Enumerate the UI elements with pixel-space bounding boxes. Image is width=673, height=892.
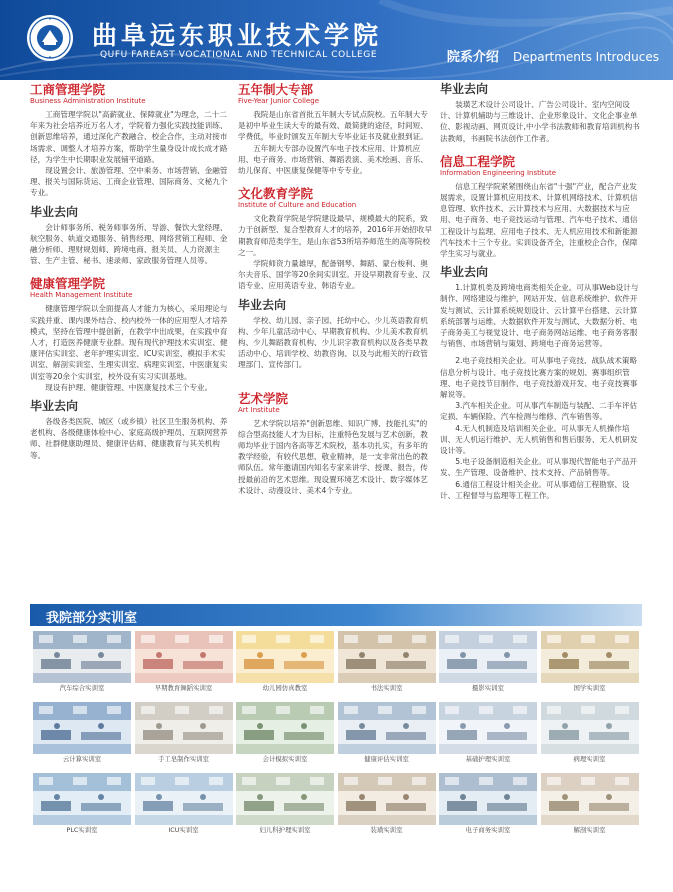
lab-caption: 电子商务实训室 — [465, 826, 511, 834]
column-middle — [238, 82, 434, 496]
lab-caption: 手工皂制作实训室 — [157, 755, 210, 763]
lab-tile — [439, 702, 537, 766]
art-jobs-heading: 毕业去向 — [440, 82, 489, 96]
business-jobs-heading: 毕业去向 — [30, 204, 79, 219]
art-para-1: 艺术学院以培养"创新思维、知识广博、技能扎实"的综合型高技能人才为目标，注重特色发展与艺术创新，教师均毕业于国内各高等艺术院校，基本功扎实，有多年的教学经验，有较代思想、敬业精神，是一支非常出色的教师队伍。常年邀请国内知名专家来讲学、授课、报告，传授最前沿的艺术思维。现设置环境艺术设计、数字媒体艺术设计、动漫设计、美术4个专业。 — [238, 418, 428, 495]
page-bottom-margin — [0, 862, 673, 892]
health-title: 健康管理学院 — [30, 276, 106, 292]
fiveyear-para-1: 我院是山东省首批五年制大专试点院校。五年制大专是初中毕业生读大专的最有效、最简捷的途径，时间短、学费低，毕业时颁发五年制大专毕业证书及就业报到证。 — [238, 110, 428, 142]
info-title: 信息工程学院 — [440, 153, 516, 169]
lab-caption: 健康评估实训室 — [364, 755, 409, 763]
lab-tile — [33, 702, 131, 766]
lab-photo — [338, 631, 436, 683]
culture-jobs: 学校、幼儿园、亲子园、托幼中心、少儿英语教育机构、少年儿童活动中心、早期教育机构、少儿美术教育机构、少儿舞蹈教育机构、少儿识字教育机构以及各类早教活动中心、培训学校、幼教咨询、以及与此相关的行政管理部门、宣传部门。 — [238, 315, 428, 370]
lab-caption: 装璜实训室 — [370, 826, 403, 834]
lab-tile — [439, 631, 537, 695]
info-jobs-2: 2.电子竞技相关企业。可从事电子竞技、战队战术策略信息分析与设计、电子竞技比赛方案的规划、赛事组织管理、电子竞技节目制作、电子竞技游戏开发、电子竞技赛事解说等。 — [440, 356, 638, 400]
business-jobs: 会计师事务所、税务师事务所、导游、餐饮大堂经理、航空服务、轨道交通服务、销售经理、网络营销工程师、金融分析师、理财规划师、跨境电商、报关员、人力资源主管、生产主管、秘书、速录师、家政服务管理人员等。 — [30, 222, 228, 266]
culture-jobs-heading: 毕业去向 — [238, 297, 287, 312]
lab-photo — [33, 631, 131, 683]
lab-tile — [541, 702, 639, 766]
info-jobs-6: 6.通信工程设计相关企业。可从事通信工程勘察、设计、工程督导与监理等工程工作。 — [440, 479, 630, 500]
business-subtitle: Business Administration Institute — [30, 97, 146, 105]
lab-tile — [236, 773, 334, 837]
lab-photo — [135, 702, 233, 754]
lab-caption: ICU实训室 — [168, 826, 199, 834]
lab-tile — [33, 773, 131, 837]
lab-tile — [338, 631, 436, 695]
labs-title: 我院部分实训室 — [46, 611, 138, 626]
college-seal-logo — [26, 14, 74, 62]
info-jobs-5: 5.电子设备制造相关企业。可从事现代智能电子产品开发、生产管理、设备维护、技术支持、产品销售等。 — [440, 457, 638, 478]
lab-tile — [338, 702, 436, 766]
lab-caption: 解剖实训室 — [573, 826, 606, 834]
lab-photo — [541, 702, 639, 754]
info-para-1: 信息工程学院紧紧围绕山东省"十强"产业，配合产业发展需求，设置计算机应用技术、计算机网络技术、计算机信息管理、软件技术、云计算技术与应用、大数据技术与应用、电子商务、电子竞技运动与管理、汽车电子技术、通信工程设计与监理、应用电子技术、无人机应用技术和新能源汽车技术十三个专业。实训设备齐全，注重校企合作，保障学生实习与就业。 — [440, 181, 638, 259]
lab-caption: 基础护理实训室 — [465, 755, 511, 763]
lab-caption: 幼儿园仿真教室 — [262, 684, 308, 692]
culture-subtitle: Institute of Culture and Education — [238, 201, 357, 210]
info-jobs-1: 1.计算机类及跨境电商类相关企业。可从事Web设计与制作、网络建设与维护，网站开发、信息系统维护、软件开发与测试、云计算系统规划设计、云计算平台搭建、云计算系统部署与运维、大数据软件开发与测试、大数据分析、电子商务美工与视觉设计、电子商务网站运维、电子商务客服与销售、市场营销与策划、跨境电子商务运营等。 — [440, 283, 639, 349]
lab-caption: 早期教育舞蹈实训室 — [154, 684, 213, 692]
labs-section-header — [30, 604, 642, 626]
lab-tile — [135, 631, 233, 695]
culture-para-2: 学院师资力量雄厚，配备钢琴、舞蹈、蒙台梭利、奥尔夫音乐、国学等20余间实训室。开设早期教育专业、汉语专业、应用英语专业、韩语专业。 — [238, 259, 430, 291]
lab-photo — [439, 631, 537, 683]
lab-tile — [135, 773, 233, 837]
lab-photo — [236, 702, 334, 754]
intro-en: Departments Introduces — [513, 50, 659, 64]
lab-photo — [541, 773, 639, 825]
lab-caption: 汽车综合实训室 — [59, 684, 105, 692]
lab-photo — [135, 631, 233, 683]
fiveyear-subtitle: Five-Year Junior College — [238, 97, 320, 105]
lab-tile — [541, 773, 639, 837]
health-jobs: 各级各类医院、城区（或乡镇）社区卫生服务机构、养老机构、各级健康体检中心、家庭高级护理员、互联网营养师、社群健康助理员、健康评估师、健康教育与其关机构等。 — [30, 417, 228, 460]
lab-tile — [236, 702, 334, 766]
culture-title: 文化教育学院 — [238, 186, 314, 202]
lab-caption: PLC实训室 — [66, 826, 98, 834]
art-title: 艺术学院 — [238, 390, 289, 406]
lab-photo — [439, 702, 537, 754]
art-jobs: 装璜艺术设计公司设计、广告公司设计、室内空间设计、计算机辅助与三维设计、企业形象设计、文化企事业单位、影视动画、网页设计,中小学书法教师和教育培训机构书法教师，书画院书法创作工作者。 — [440, 100, 640, 143]
school-name-en: QUFU FAREAST VOCATIONAL AND TECHNICAL COLLEGE — [100, 50, 378, 60]
info-jobs-heading: 毕业去向 — [440, 265, 489, 280]
art-subtitle: Art Institute — [238, 405, 280, 414]
health-subtitle: Health Management Institute — [30, 291, 133, 300]
health-para-2: 现设有护理、健康管理、中医康复技术三个专业。 — [45, 382, 213, 392]
lab-photo — [33, 702, 131, 754]
lab-photo — [236, 631, 334, 683]
lab-caption: 病理实训室 — [573, 755, 606, 763]
health-jobs-heading: 毕业去向 — [30, 399, 79, 414]
lab-caption: 会计模拟实训室 — [262, 755, 308, 763]
fiveyear-para-2: 五年制大专部办设置汽车电子技术应用、计算机应用、电子商务、市场营销、舞蹈表演、美术绘画、音乐、幼儿保育、中医康复保健等中专专业。 — [238, 143, 428, 176]
lab-tile — [338, 773, 436, 837]
lab-caption: 书法实训室 — [370, 684, 403, 692]
info-subtitle: Information Engineering Institute — [440, 168, 557, 177]
lab-caption: 妇儿科护理实训室 — [259, 826, 311, 834]
business-title: 工商管理学院 — [30, 82, 106, 97]
lab-tile — [236, 631, 334, 695]
lab-caption: 国学实训室 — [573, 684, 606, 692]
lab-photo — [338, 702, 436, 754]
lab-tile — [541, 631, 639, 695]
lab-photo — [338, 773, 436, 825]
info-jobs-3: 3.汽车相关企业。可从事汽车制造与装配、二手车评估定损、车辆保险、汽车检测与维修、汽车销售等。 — [440, 401, 638, 422]
lab-photo — [33, 773, 131, 825]
intro-cn: 院系介绍 — [446, 50, 499, 65]
column-left — [30, 82, 228, 461]
lab-caption: 摄影实训室 — [472, 684, 504, 692]
health-para-1: 健康管理学院以全面提高人才能力为核心，采用理论与实践并重、课内课外结合、校内校外一体的应用型人才培养模式，坚持在管理中提创新，在教学中出成果，在实践中育人才，打造医养健康专业群。现有现代护理技术实训室、健康评估实训室、老年护理实训室、ICU实训室、模拟手术实训室、解剖实训室、生理实训室、病理实训室、中医康复实训室等20余个实训室，校外设有实习实训基地。 — [30, 304, 228, 381]
lab-photo — [541, 631, 639, 683]
lab-caption: 云计算实训室 — [62, 755, 102, 763]
business-para-2: 现设置会计、旅游管理、空中乘务、市场营销、金融管理、报关与国际货运、工商企业管理、国际商务、文秘九个专业。 — [30, 166, 228, 198]
lab-tile — [135, 702, 233, 766]
column-right — [440, 82, 642, 501]
lab-photo — [439, 773, 537, 825]
lab-photo — [236, 773, 334, 825]
culture-para-1: 文化教育学院是学院建设最早、规模最大的院系，致力于创新型、复合型教育人才的培养，2016年开始招收早期教育师范类学生，是山东省53所培养师范生的高等院校之一。 — [238, 214, 432, 257]
lab-tile — [439, 773, 537, 837]
fiveyear-title: 五年制大专部 — [238, 82, 314, 97]
page-header — [0, 0, 673, 80]
info-jobs-4: 4.无人机制造及培训相关企业。可从事无人机操作培训、无人机运行维护、无人机销售和售后服务、无人机研发设计等。 — [440, 423, 638, 456]
business-para-1: 工商管理学院以"高薪就业、保障就业"为理念，二十二年来为社会培养近万名人才，学院着力强化实践技能训练、创新思维培养，通过深化产教融合、校企合作，主动对接市场需求、调整人才培养方案，帮助学生量身设计成长成才路径，为学生中长期职业发展铺平道路。 — [30, 110, 228, 164]
lab-tile — [33, 631, 131, 695]
section-heading — [447, 46, 659, 65]
lab-photo — [135, 773, 233, 825]
school-name-cn: 曲阜远东职业技术学院 — [92, 21, 383, 50]
